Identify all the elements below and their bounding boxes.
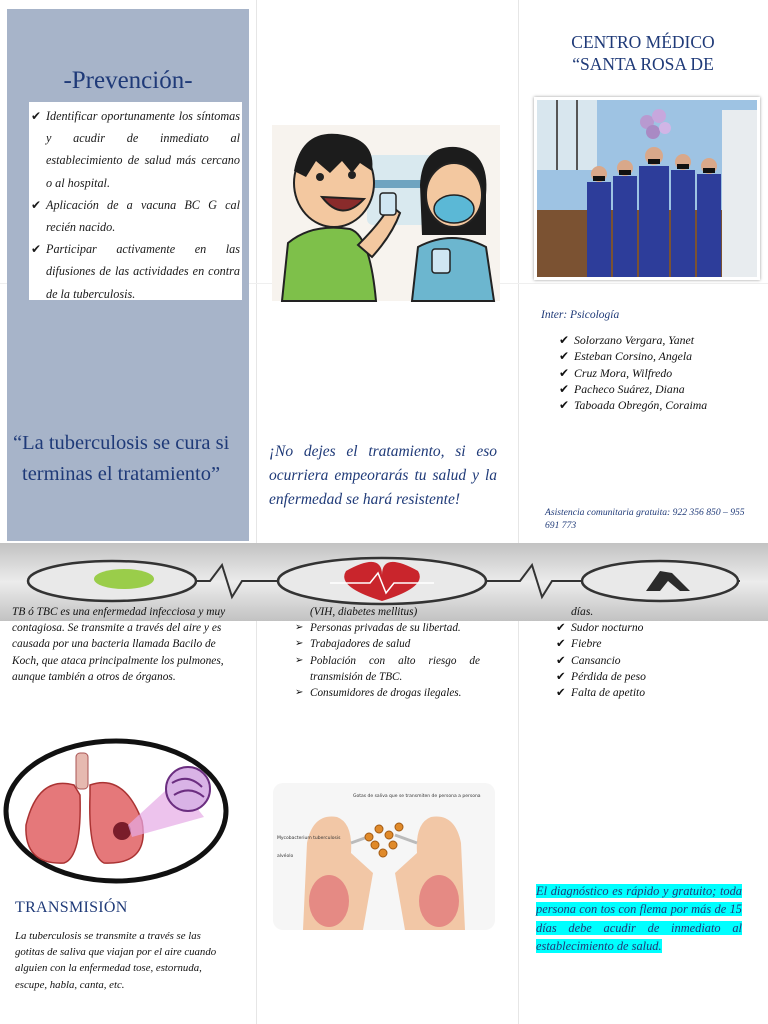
risk-group-text: Personas privadas de su libertad. bbox=[310, 622, 461, 635]
risk-group-item bbox=[294, 685, 480, 701]
check-icon: ✔ bbox=[31, 242, 42, 257]
cartoon-image bbox=[272, 125, 500, 301]
diagram-label: alvéolo bbox=[277, 854, 294, 859]
diagnosis-text: El diagnóstico es rápido y gratuito; toda persona con tos con flema por más de 15 días debe acudir de inmediato al establecimiento de salud. bbox=[536, 884, 742, 954]
cure-quote-line: terminas el tratamiento” bbox=[22, 463, 221, 485]
symptom-text: Falta de apetito bbox=[571, 686, 646, 700]
team-member-name: Pacheco Suárez, Diana bbox=[574, 381, 685, 396]
check-icon: ✔ bbox=[31, 109, 42, 123]
prevention-item bbox=[29, 194, 240, 238]
transmission-diagram-image bbox=[273, 783, 495, 930]
check-icon: ✔ bbox=[559, 365, 569, 380]
team-list bbox=[557, 332, 757, 413]
risk-group-item bbox=[294, 653, 480, 685]
prevention-item-text: Identificar oportunamente los síntomas y acudir de inmediato al establecimiento de salud más cercano o al hospital. bbox=[46, 109, 240, 190]
team-title: Inter: Psicología bbox=[541, 309, 620, 321]
assistance-phone: Asistencia comunitaria gratuita: 922 356 850 – 955 691 773 bbox=[545, 507, 745, 531]
cure-quote bbox=[13, 428, 249, 490]
cure-quote-line: “La tuberculosis se cura si bbox=[13, 432, 230, 454]
fold-line bbox=[518, 0, 519, 1024]
staff-photo-image bbox=[537, 100, 757, 277]
symptoms-list bbox=[556, 604, 646, 701]
staff-photo bbox=[534, 97, 760, 280]
check-icon: ✔ bbox=[31, 197, 42, 212]
check-icon: ✔ bbox=[556, 653, 566, 667]
symptom-text: Fiebre bbox=[571, 637, 602, 651]
symptom-text: Cansancio bbox=[571, 653, 621, 667]
arrow-bullet-icon: ➢ bbox=[295, 654, 304, 666]
symptom-text: Sudor nocturno bbox=[571, 621, 644, 635]
cartoon-illustration bbox=[272, 125, 500, 301]
fold-line bbox=[256, 0, 257, 1024]
check-icon: ✔ bbox=[559, 333, 569, 347]
team-member bbox=[557, 381, 757, 397]
team-member-name: Taboada Obregón, Coraima bbox=[574, 398, 708, 413]
check-icon: ✔ bbox=[556, 669, 566, 683]
symptom-text: días. bbox=[571, 605, 594, 618]
team-member-name: Esteban Corsino, Angela bbox=[574, 349, 693, 364]
team-member bbox=[557, 348, 757, 364]
center-title: CENTRO MÉDICO “SANTA ROSA DE bbox=[571, 32, 715, 74]
check-icon: ✔ bbox=[556, 621, 566, 635]
tb-description: TB ó TBC es una enfermedad infecciosa y muy contagiosa. Se transmite a través del aire y es causada por una bacteria llamada Bacilo de Koch, que ataca principalmente los pulmones, aunque también a otros de órganos. bbox=[12, 606, 226, 683]
team-member-name: Cruz Mora, Wilfredo bbox=[574, 365, 673, 380]
symptom-item bbox=[556, 604, 646, 620]
prevention-item-text: Participar activamente en las difusiones de las actividades en contra de la tuberculosis. bbox=[46, 242, 240, 301]
prevention-item bbox=[29, 105, 240, 194]
diagnosis-note bbox=[536, 882, 742, 956]
diagram-label: Mycobacterium tuberculosis bbox=[277, 836, 341, 841]
treatment-warning: ¡No dejes el tratamiento, si eso ocurriera empeorarás tu salud y la enfermedad se hará resistente! bbox=[269, 443, 497, 508]
risk-group-item bbox=[294, 620, 480, 636]
team-member bbox=[557, 365, 757, 381]
risk-group-item bbox=[294, 604, 480, 620]
symptom-text: Pérdida de peso bbox=[571, 669, 646, 683]
risk-groups-wrap bbox=[294, 606, 480, 743]
risk-group-text: Población con alto riesgo de transmisión de TBC. bbox=[310, 654, 480, 683]
team-member bbox=[557, 397, 757, 413]
risk-groups-list bbox=[294, 604, 480, 701]
symptom-item bbox=[556, 620, 646, 636]
symptom-item bbox=[556, 636, 646, 652]
team-member-name: Solorzano Vergara, Yanet bbox=[574, 333, 695, 347]
team-member bbox=[557, 332, 757, 348]
transmission-title: TRANSMISIÓN bbox=[15, 899, 128, 916]
check-icon: ✔ bbox=[556, 637, 566, 651]
diagram-label: Gotas de saliva que se transmiten de persona a persona bbox=[353, 794, 481, 799]
prevention-item bbox=[29, 238, 240, 305]
lungs-illustration bbox=[4, 735, 232, 887]
check-icon: ✔ bbox=[559, 349, 569, 364]
risk-group-text: Trabajadores de salud bbox=[310, 638, 411, 651]
transmission-diagram bbox=[273, 783, 495, 930]
symptom-item bbox=[556, 685, 646, 701]
risk-group-text: (VIH, diabetes mellitus) bbox=[310, 606, 418, 618]
prevention-title: -Prevención- bbox=[63, 67, 193, 94]
prevention-item-text: Aplicación de a vacuna BC G cal recién nacido. bbox=[46, 197, 240, 235]
prevention-list bbox=[29, 102, 242, 300]
check-icon: ✔ bbox=[559, 398, 569, 413]
risk-group-item bbox=[294, 636, 480, 652]
arrow-bullet-icon: ➢ bbox=[295, 687, 304, 699]
check-icon: ✔ bbox=[556, 686, 566, 700]
check-icon: ✔ bbox=[559, 381, 569, 396]
prevention-panel bbox=[7, 9, 249, 541]
transmission-text: La tuberculosis se transmite a través se las gotitas de saliva que viajan por el aire cuando alguien con la enfermedad tose, estornuda, escupe, habla, canta, etc. bbox=[15, 930, 217, 991]
arrow-bullet-icon: ➢ bbox=[295, 638, 304, 650]
risk-group-text: Consumidores de drogas ilegales. bbox=[310, 687, 462, 700]
symptom-item bbox=[556, 669, 646, 685]
symptoms-wrap bbox=[556, 605, 746, 713]
arrow-bullet-icon: ➢ bbox=[295, 622, 304, 634]
tb-description-wrap bbox=[12, 606, 230, 711]
symptom-item bbox=[556, 653, 646, 669]
lungs-image bbox=[4, 735, 232, 887]
